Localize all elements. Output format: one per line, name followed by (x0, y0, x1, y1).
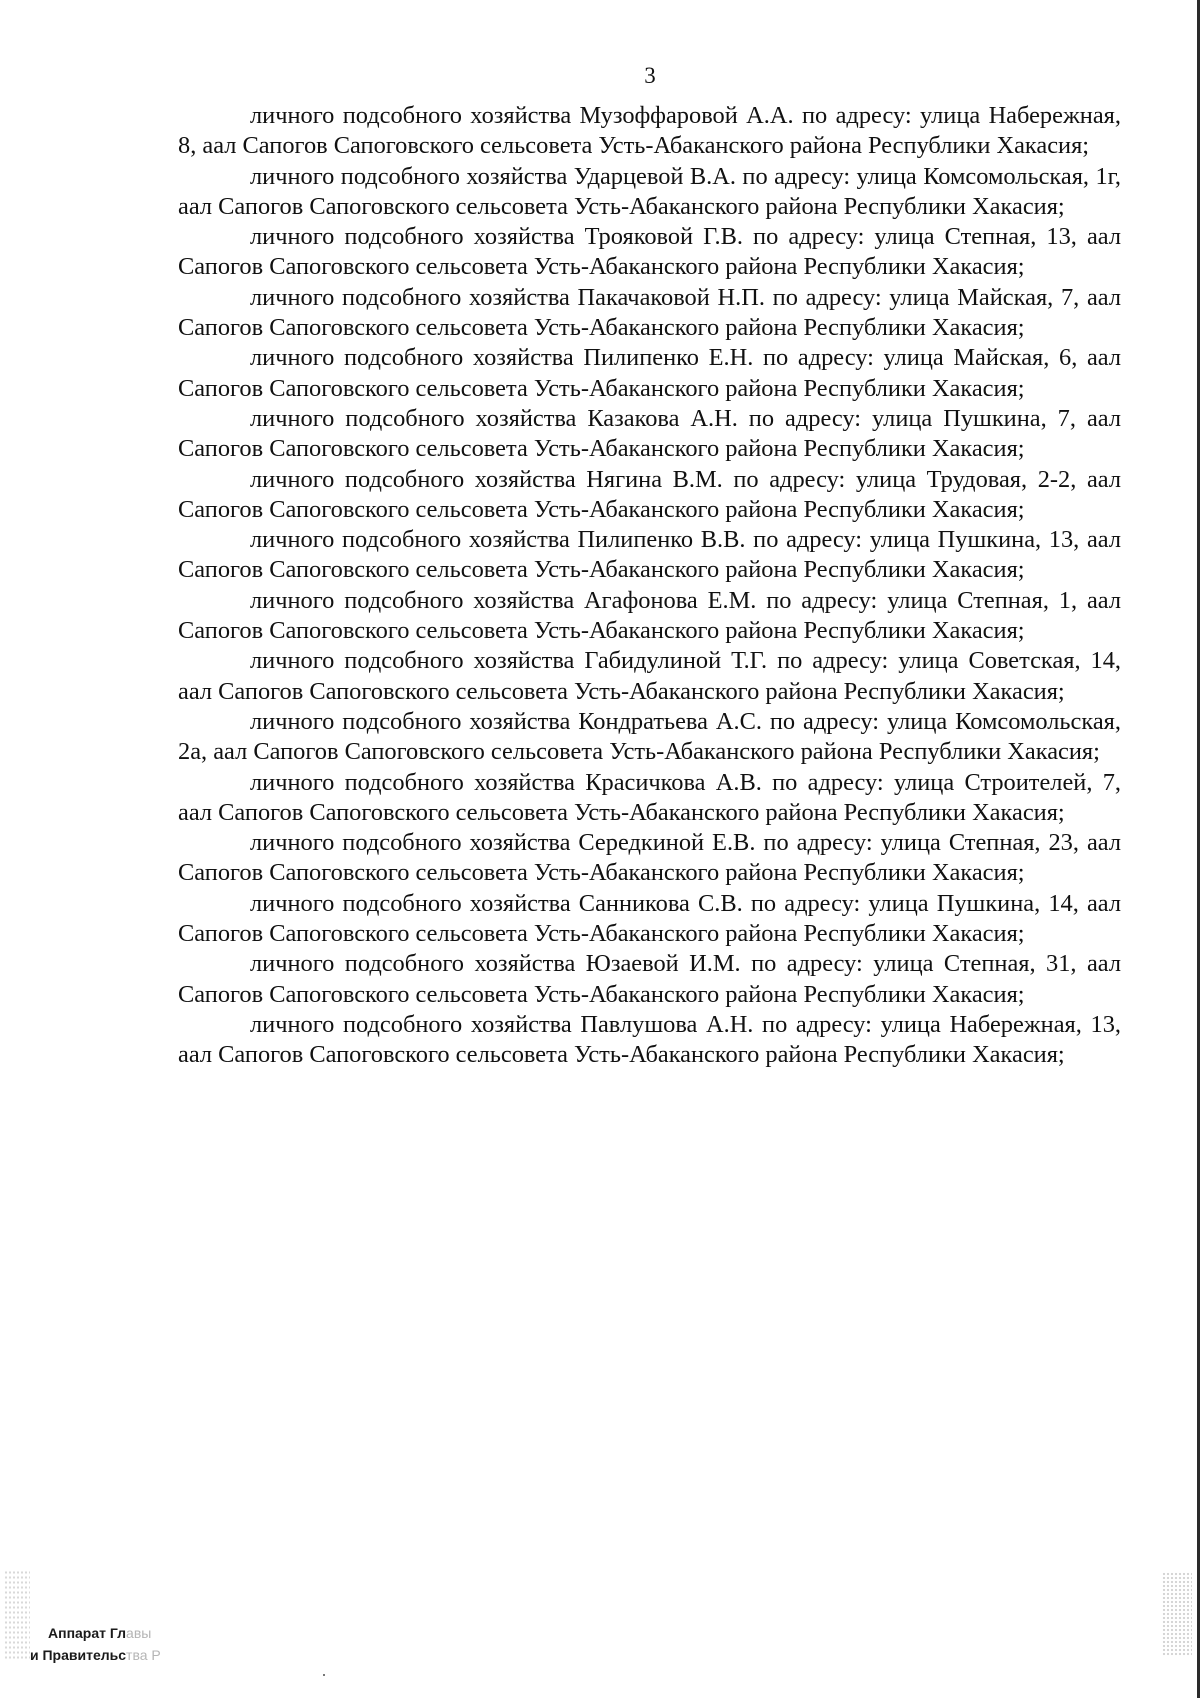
stamp-line (30, 1622, 161, 1644)
document-body (178, 101, 1121, 1071)
list-item: личного подсобного хозяйства Юзаевой И.М. по адресу: улица Степная, 31, аал Сапогов Сапоговского сельсовета Усть-Абаканского района Республики Хакасия; (178, 950, 1121, 1008)
scan-speck (323, 1674, 325, 1676)
stamp-text-faded: тва Р (126, 1647, 161, 1663)
stamp-text-faded: авы (126, 1625, 152, 1641)
list-item: личного подсобного хозяйства Павлушова А.Н. по адресу: улица Набережная, 13, аал Сапогов Сапоговского сельсовета Усть-Абаканского района Республики Хакасия; (178, 1010, 1121, 1069)
stamp-line (30, 1644, 161, 1666)
list-item: личного подсобного хозяйства Музоффаровой А.А. по адресу: улица Набережная, 8, аал Сапогов Сапоговского сельсовета Усть-Абаканского района Республики Хакасия; (178, 102, 1121, 160)
office-stamp (30, 1622, 161, 1666)
list-item: личного подсобного хозяйства Нягина В.М. по адресу: улица Трудовая, 2-2, аал Сапогов Сапоговского сельсовета Усть-Абаканского района Республики Хакасия; (178, 465, 1121, 523)
stamp-text: Аппарат Гл (48, 1625, 127, 1641)
list-item: личного подсобного хозяйства Агафонова Е.М. по адресу: улица Степная, 1, аал Сапогов Сапоговского сельсовета Усть-Абаканского района Республики Хакасия; (178, 586, 1121, 645)
list-item: личного подсобного хозяйства Санникова С.В. по адресу: улица Пушкина, 14, аал Сапогов Сапоговского сельсовета Усть-Абаканского района Республики Хакасия; (178, 889, 1121, 948)
list-item: личного подсобного хозяйства Ударцевой В.А. по адресу: улица Комсомольская, 1г, аал Сапогов Сапоговского сельсовета Усть-Абаканского района Республики Хакасия; (178, 162, 1121, 220)
list-item: личного подсобного хозяйства Пакачаковой Н.П. по адресу: улица Майская, 7, аал Сапогов Сапоговского сельсовета Усть-Абаканского района Республики Хакасия; (178, 283, 1121, 342)
scan-noise (4, 1570, 30, 1660)
list-item: личного подсобного хозяйства Трояковой Г.В. по адресу: улица Степная, 13, аал Сапогов Сапоговского сельсовета Усть-Абаканского района Республики Хакасия; (178, 223, 1121, 281)
list-item: личного подсобного хозяйства Красичкова А.В. по адресу: улица Строителей, 7, аал Сапогов Сапоговского сельсовета Усть-Абаканского района Республики Хакасия; (178, 768, 1121, 826)
list-item: личного подсобного хозяйства Казакова А.Н. по адресу: улица Пушкина, 7, аал Сапогов Сапоговского сельсовета Усть-Абаканского района Республики Хакасия; (178, 404, 1121, 463)
page-number: 3 (644, 63, 656, 88)
stamp-text: и Правительс (30, 1647, 127, 1663)
list-item: личного подсобного хозяйства Середкиной Е.В. по адресу: улица Степная, 23, аал Сапогов Сапоговского сельсовета Усть-Абаканского района Республики Хакасия; (178, 829, 1121, 887)
list-item: личного подсобного хозяйства Пилипенко В.В. по адресу: улица Пушкина, 13, аал Сапогов Сапоговского сельсовета Усть-Абаканского района Республики Хакасия; (178, 526, 1121, 584)
list-item: личного подсобного хозяйства Пилипенко Е.Н. по адресу: улица Майская, 6, аал Сапогов Сапоговского сельсовета Усть-Абаканского района Республики Хакасия; (178, 344, 1121, 402)
list-item: личного подсобного хозяйства Кондратьева А.С. по адресу: улица Комсомольская, 2а, аал Сапогов Сапоговского сельсовета Усть-Абаканского района Республики Хакасия; (178, 707, 1121, 766)
list-item: личного подсобного хозяйства Габидулиной Т.Г. по адресу: улица Советская, 14, аал Сапогов Сапоговского сельсовета Усть-Абаканского района Республики Хакасия; (178, 647, 1121, 705)
scan-noise (1162, 1572, 1192, 1656)
